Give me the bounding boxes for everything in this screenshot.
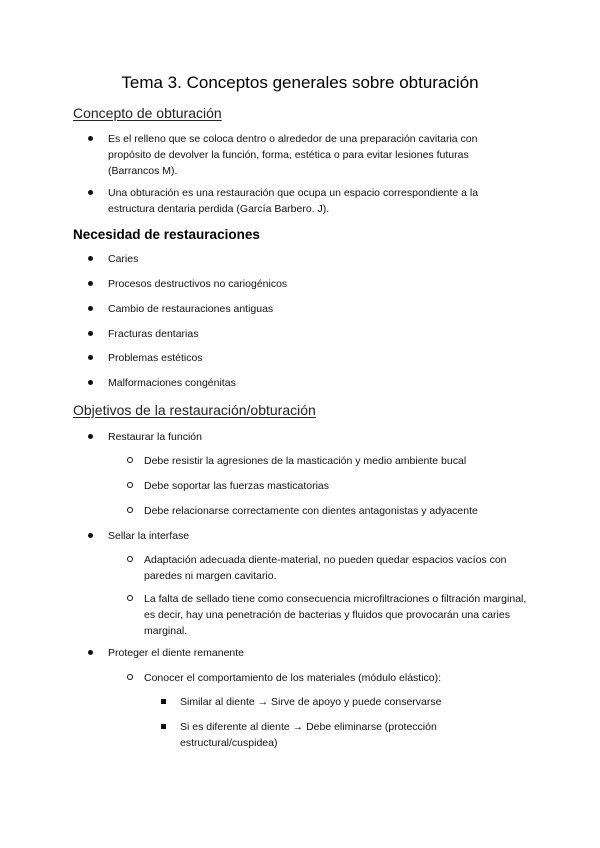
bullet-square-icon xyxy=(161,719,166,735)
bullet-dot-icon xyxy=(88,350,93,366)
bullet-circle-icon xyxy=(127,453,133,469)
list-item-proteger-subsub-2: Si es diferente al diente → Debe eliminarse (protección estructural/cuspidea) xyxy=(180,721,437,749)
list-item-sellar-sub-1: Adaptación adecuada diente-material, no pueden quedar espacios vacíos con paredes ni margen cavitario. xyxy=(144,554,507,582)
page-title: Tema 3. Conceptos generales sobre obturación xyxy=(121,73,479,92)
list-item-proteger: Proteger el diente remanente xyxy=(108,647,245,659)
list-item-necesidad-1: Caries xyxy=(108,253,139,265)
list-item-proteger-sub-1: Conocer el comportamiento de los materiales (módulo elástico): xyxy=(144,672,442,684)
list-item-necesidad-2: Procesos destructivos no cariogénicos xyxy=(108,278,288,290)
bullet-dot-icon xyxy=(88,301,93,317)
heading-concepto: Concepto de obturación xyxy=(73,105,222,121)
list-item-necesidad-6: Malformaciones congénitas xyxy=(108,377,236,389)
bullet-circle-icon xyxy=(127,591,133,607)
bullet-circle-icon xyxy=(127,503,133,519)
list-item-necesidad-4: Fracturas dentarias xyxy=(108,328,199,340)
bullet-dot-icon xyxy=(88,645,93,661)
bullet-square-icon xyxy=(161,694,166,710)
bullet-dot-icon xyxy=(88,429,93,445)
list-item-necesidad-3: Cambio de restauraciones antiguas xyxy=(108,303,274,315)
list-item-restaurar: Restaurar la función xyxy=(108,431,202,443)
list-item-concepto-1: Es el relleno que se coloca dentro o alrededor de una preparación cavitaria con propósito de devolver la función, forma, estética o para evitar lesiones futuras (Barrancos M). xyxy=(108,133,478,177)
list-item-restaurar-sub-1: Debe resistir la agresiones de la masticación y medio ambiente bucal xyxy=(144,455,467,467)
bullet-dot-icon xyxy=(88,251,93,267)
bullet-dot-icon xyxy=(88,326,93,342)
list-item-necesidad-5: Problemas estéticos xyxy=(108,352,203,364)
bullet-dot-icon xyxy=(88,185,93,201)
list-item-restaurar-sub-3: Debe relacionarse correctamente con dientes antagonistas y adyacente xyxy=(144,505,478,517)
bullet-circle-icon xyxy=(127,670,133,686)
bullet-dot-icon xyxy=(88,276,93,292)
bullet-circle-icon xyxy=(127,478,133,494)
heading-objetivos: Objetivos de la restauración/obturación xyxy=(73,402,316,418)
bullet-circle-icon xyxy=(127,552,133,568)
list-item-sellar: Sellar la interfase xyxy=(108,530,190,542)
heading-necesidad: Necesidad de restauraciones xyxy=(73,227,260,242)
bullet-dot-icon xyxy=(88,528,93,544)
list-item-proteger-subsub-1: Similar al diente → Sirve de apoyo y puede conservarse xyxy=(180,696,442,708)
list-item-sellar-sub-2: La falta de sellado tiene como consecuencia microfiltraciones o filtración marginal, es decir, hay una penetración de bacterias y fluidos que provocarán una caries marginal. xyxy=(144,593,527,637)
bullet-dot-icon xyxy=(88,131,93,147)
list-item-concepto-2: Una obturación es una restauración que ocupa un espacio correspondiente a la estructura dentaria perdida (García Barbero. J). xyxy=(108,187,479,215)
list-item-restaurar-sub-2: Debe soportar las fuerzas masticatorias xyxy=(144,480,329,492)
bullet-dot-icon xyxy=(88,375,93,391)
